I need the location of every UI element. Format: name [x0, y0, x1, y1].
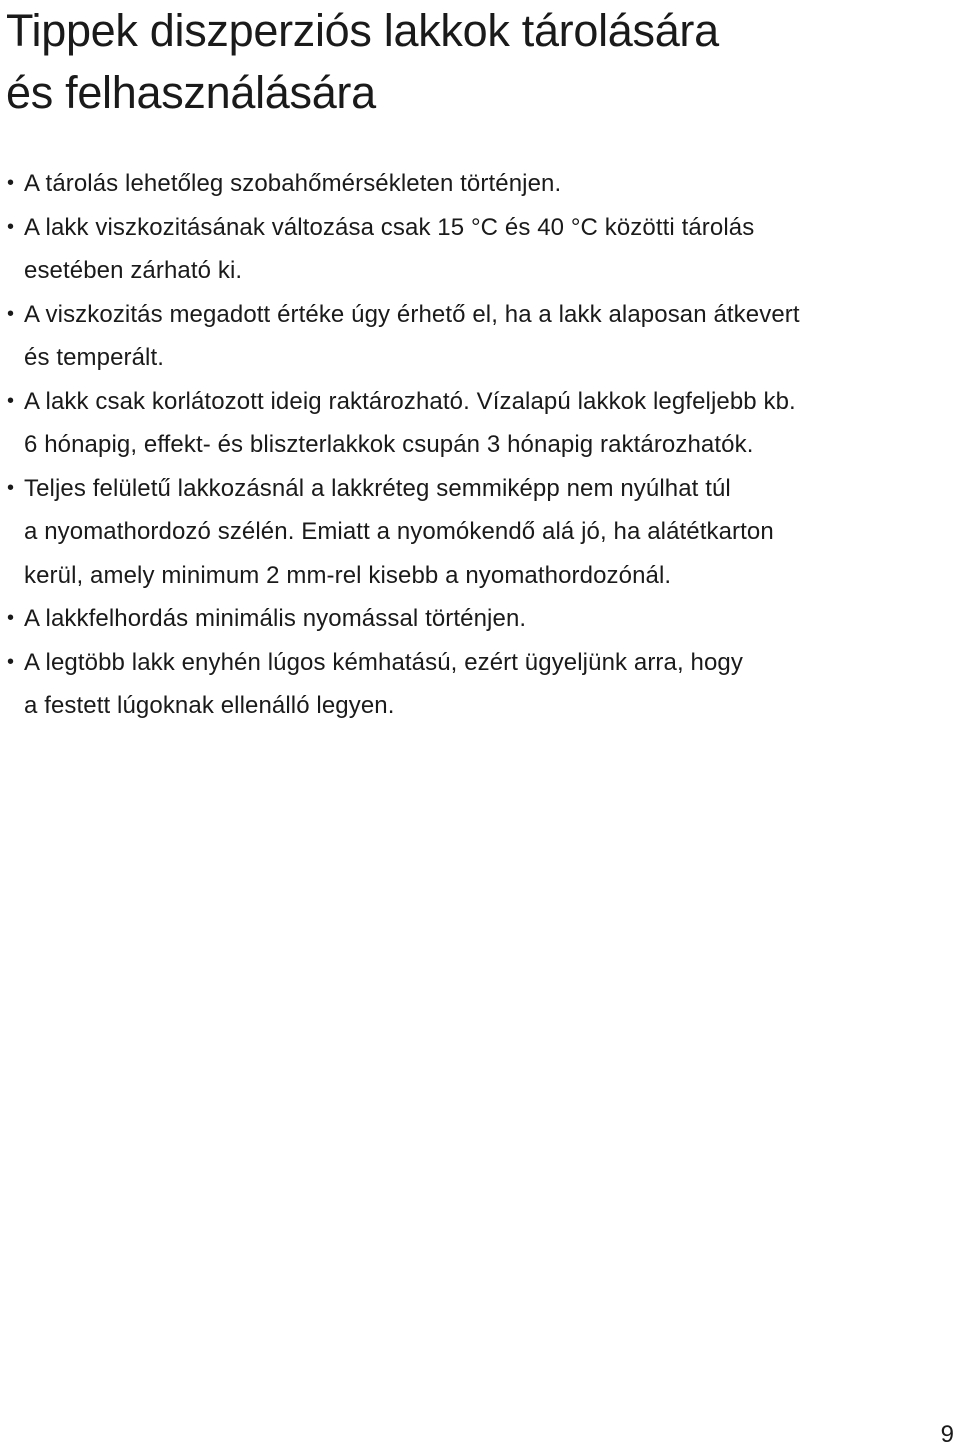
bullet-icon: • [7, 389, 15, 412]
bullet-icon: • [7, 302, 15, 325]
list-item-text: A tárolás lehetőleg szobahőmérsékleten történjen. [24, 170, 562, 197]
list-item [6, 641, 946, 728]
tips-list [6, 162, 946, 728]
list-item-text: kerül, amely minimum 2 mm-rel kisebb a nyomathordozónál. [24, 561, 672, 589]
list-item [6, 380, 946, 467]
list-item-text: a nyomathordozó szélén. Emiatt a nyomókendő alá jó, ha alátétkarton [24, 518, 774, 545]
page-number: 9 [940, 1421, 954, 1448]
list-item-text: Teljes felületű lakkozásnál a lakkréteg semmiképp nem nyúlhat túl [24, 474, 731, 502]
list-item-text: A legtöbb lakk enyhén lúgos kémhatású, ezért ügyeljünk arra, hogy [24, 648, 743, 676]
list-item-text: és temperált. [24, 344, 165, 371]
list-item-text: a festett lúgoknak ellenálló legyen. [24, 692, 395, 719]
page-title [6, 0, 719, 124]
list-item [6, 162, 946, 206]
list-item-text: 6 hónapig, effekt- és bliszterlakkok csupán 3 hónapig raktározhatók. [24, 431, 754, 458]
bullet-icon: • [7, 476, 15, 499]
list-item-text: A lakk viszkozitásának változása csak 15 °C és 40 °C közötti tárolás [24, 213, 755, 241]
list-item-text: A viszkozitás megadott értéke úgy érhető el, ha a lakk alaposan átkevert [24, 300, 800, 328]
list-item-text: esetében zárható ki. [24, 257, 243, 284]
list-item [6, 597, 946, 641]
list-item-text: A lakk csak korlátozott ideig raktározható. Vízalapú lakkok legfeljebb kb. [24, 387, 796, 415]
list-item-text: A lakkfelhordás minimális nyomással történjen. [24, 605, 527, 632]
bullet-icon: • [7, 650, 15, 673]
list-item [6, 293, 946, 380]
bullet-icon: • [7, 607, 15, 629]
bullet-icon: • [7, 215, 15, 238]
list-item [6, 467, 946, 598]
page-title-line-2: és felhasználására [6, 67, 376, 118]
page-title-line-1: Tippek diszperziós lakkok tárolására [6, 5, 719, 56]
list-item [6, 206, 946, 293]
bullet-icon: • [7, 172, 15, 194]
